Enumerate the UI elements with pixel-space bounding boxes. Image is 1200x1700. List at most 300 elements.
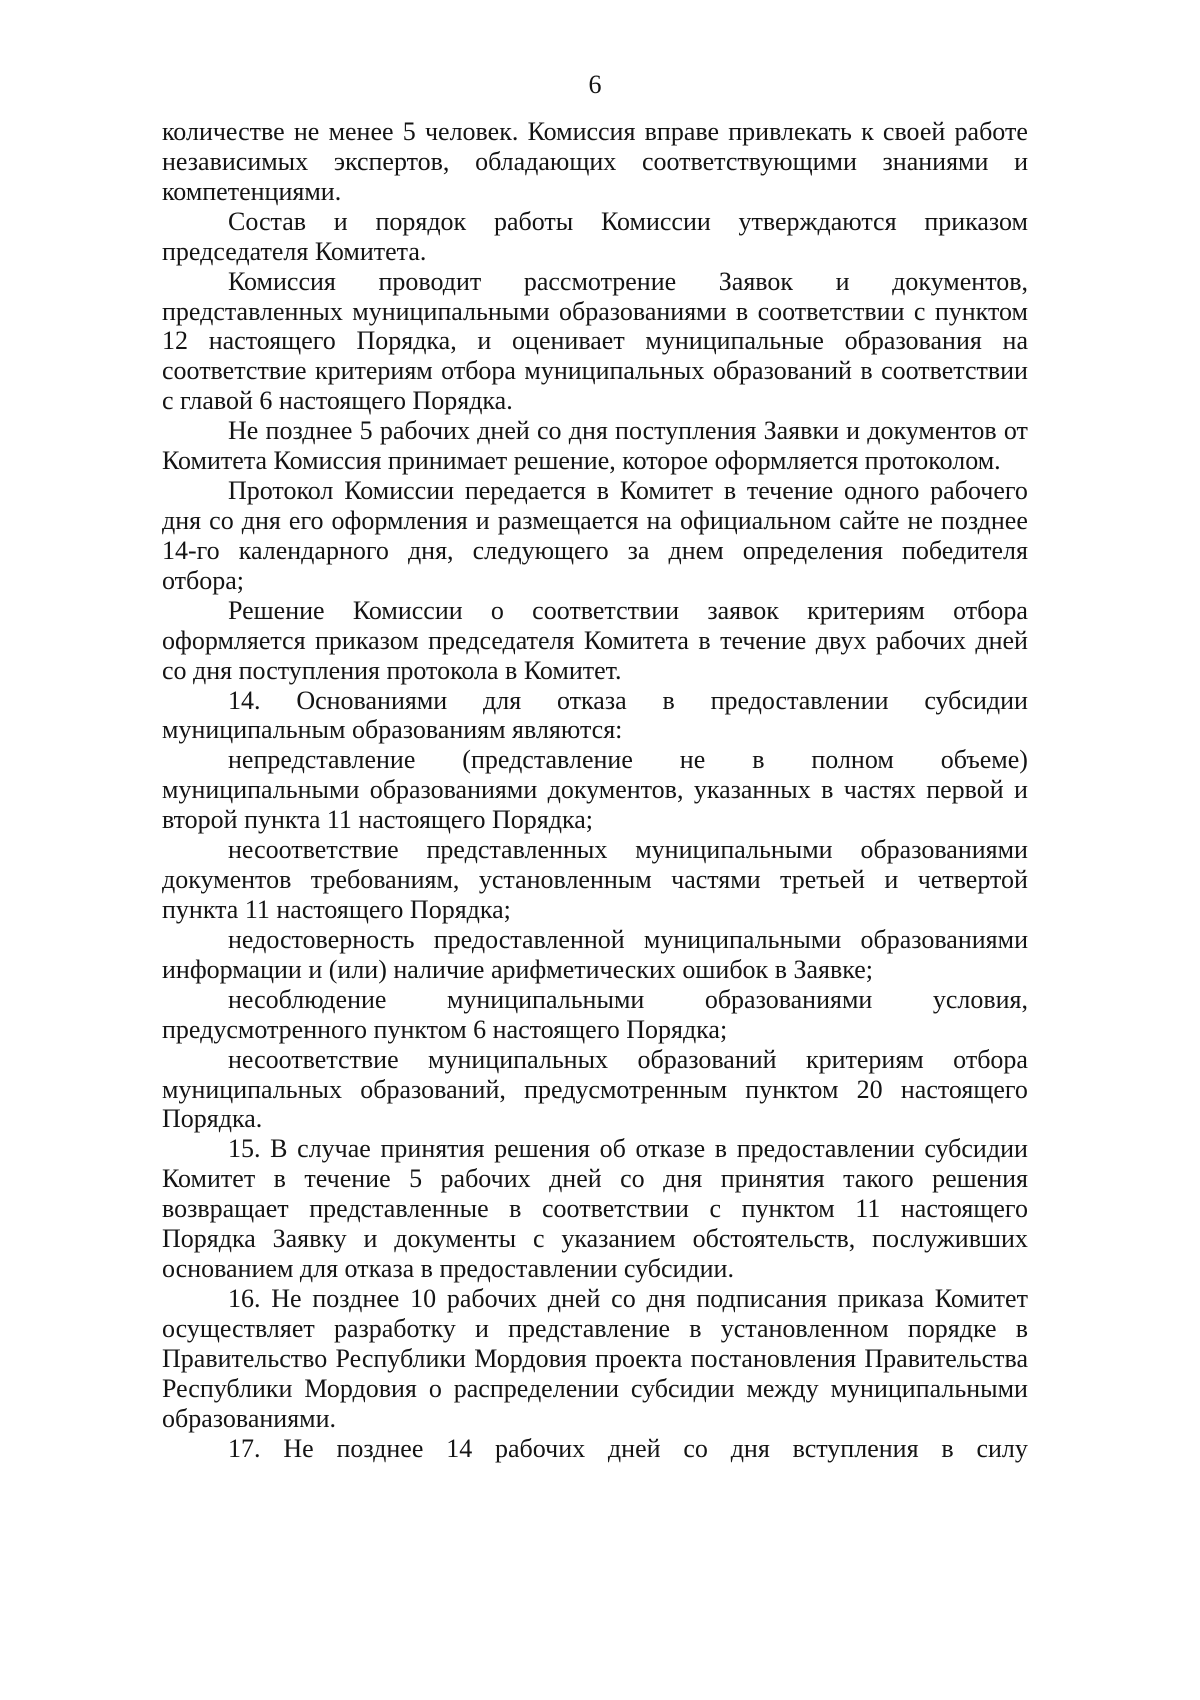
paragraph-protocol xyxy=(162,476,1028,596)
word: обладающих xyxy=(475,146,617,176)
word: муниципальными xyxy=(635,835,833,865)
word: в xyxy=(752,745,765,775)
word: течение xyxy=(720,625,807,655)
word: в xyxy=(714,1134,728,1164)
word: не xyxy=(679,745,706,775)
word: субсидии xyxy=(924,685,1028,715)
word: дня xyxy=(646,1283,686,1313)
word: послуживших xyxy=(872,1224,1028,1254)
word: передается xyxy=(464,476,586,506)
page-number: 6 xyxy=(588,70,602,99)
text-line xyxy=(162,865,1028,895)
word: первой xyxy=(926,775,1004,805)
word: Заявки xyxy=(763,416,839,446)
text-line xyxy=(162,506,1028,536)
word: образованиями xyxy=(860,835,1028,865)
word: и xyxy=(475,505,490,535)
word: предоставлении xyxy=(736,1134,915,1164)
word: 16. xyxy=(228,1283,261,1313)
text-line xyxy=(162,1134,1028,1164)
word: дня, xyxy=(407,535,454,565)
word: Комиссии xyxy=(344,476,455,506)
word: отбора xyxy=(953,595,1028,625)
word: к xyxy=(861,117,874,146)
word: Основаниями xyxy=(296,685,448,715)
word: Заявок xyxy=(718,266,794,296)
word: 11 xyxy=(855,1194,881,1224)
text-line xyxy=(162,1374,1028,1404)
word: недостоверность xyxy=(228,924,415,954)
paragraph-commission-approval xyxy=(162,207,1028,267)
word: постановления xyxy=(690,1343,857,1373)
word: дня xyxy=(663,1164,703,1194)
word: рабочих xyxy=(379,416,470,446)
text-line: компетенциями. xyxy=(162,176,342,206)
word: муниципальными xyxy=(643,924,842,954)
word: разработку xyxy=(333,1313,456,1343)
word: рабочего xyxy=(930,476,1028,506)
word: указанием xyxy=(561,1224,676,1254)
word: субсидии xyxy=(630,1373,735,1403)
word: 15. xyxy=(228,1134,261,1164)
word: пунктом xyxy=(934,296,1028,326)
word: от xyxy=(1003,416,1028,446)
text-line: образованиями. xyxy=(162,1403,337,1433)
word: приказом xyxy=(924,206,1028,236)
word: 20 xyxy=(856,1074,883,1104)
word: течение xyxy=(746,476,834,506)
word: в xyxy=(723,476,737,506)
word: заявок xyxy=(707,595,779,625)
word: решения xyxy=(932,1164,1028,1194)
word: соответствующими xyxy=(641,146,857,176)
word: документов xyxy=(867,416,997,446)
text-line xyxy=(162,686,1028,716)
word: в xyxy=(860,356,873,386)
word: со xyxy=(620,1164,645,1194)
word: дней xyxy=(607,1433,661,1463)
word: 14-го xyxy=(162,535,220,565)
word: требованиям, xyxy=(310,865,460,895)
word: 14. xyxy=(228,685,261,715)
word: Правительство xyxy=(162,1343,328,1373)
text-line xyxy=(162,745,1028,775)
word: возвращает xyxy=(162,1194,289,1224)
clause-14-item-5 xyxy=(162,1045,1028,1135)
word: работы xyxy=(493,206,574,236)
word: со xyxy=(611,1283,636,1313)
word: указанных xyxy=(693,775,811,805)
word: Комитет xyxy=(162,1164,256,1194)
text-line: Комитета Комиссия принимает решение, которое оформляется протоколом. xyxy=(162,446,1001,476)
word: своей xyxy=(882,117,946,146)
word: Республики xyxy=(335,1343,466,1373)
word: принятия xyxy=(720,1164,825,1194)
word: представленные xyxy=(309,1194,489,1224)
word: дня xyxy=(568,416,608,446)
word: предоставленной xyxy=(433,924,625,954)
word: образованиями xyxy=(369,775,538,805)
word: несоответствие xyxy=(228,835,399,865)
word: частях xyxy=(843,775,916,805)
word: рабочих xyxy=(875,625,966,655)
word: о xyxy=(490,595,504,625)
text-line xyxy=(162,297,1028,327)
text-line xyxy=(162,1075,1028,1105)
word: для xyxy=(483,685,522,715)
word: установленным xyxy=(478,865,652,895)
word: и xyxy=(333,206,348,236)
word: распределении xyxy=(453,1373,619,1403)
word: Протокол xyxy=(228,476,334,506)
text-line: Порядка. xyxy=(162,1104,263,1134)
paragraph-decision-order xyxy=(162,596,1028,686)
text-line xyxy=(162,1045,1028,1075)
text-line: предусмотренного пунктом 6 настоящего Порядка; xyxy=(162,1014,728,1044)
word: официальном xyxy=(680,505,832,535)
word: документов, xyxy=(892,266,1028,296)
word: Не xyxy=(228,416,259,446)
text-line xyxy=(162,356,1028,386)
word: вступления xyxy=(792,1433,919,1463)
word: Порядка xyxy=(162,1224,256,1254)
word: муниципальными xyxy=(162,775,360,805)
text-line xyxy=(162,1434,1028,1464)
word: с xyxy=(913,296,926,326)
text-line: председателя Комитета. xyxy=(162,236,427,266)
word: пунктом xyxy=(741,1194,835,1224)
word: представленных xyxy=(162,296,343,326)
word: и xyxy=(1014,775,1028,805)
word: представленных xyxy=(426,835,608,865)
word: образований, xyxy=(360,1074,506,1104)
word: случае xyxy=(297,1134,371,1164)
word: Комиссия xyxy=(527,117,636,146)
word: Не xyxy=(271,1283,302,1313)
word: в xyxy=(735,296,749,326)
word: принятия xyxy=(380,1134,485,1164)
text-line xyxy=(162,207,1028,237)
word: 14 xyxy=(446,1433,473,1463)
text-line: информации и (или) наличие арифметических ошибок в Заявке; xyxy=(162,954,874,984)
word: настоящего xyxy=(208,326,336,356)
word: утверждаются xyxy=(738,206,897,236)
word: на xyxy=(1002,326,1028,356)
clause-14-item-3 xyxy=(162,925,1028,985)
word: обстоятельств, xyxy=(692,1224,856,1254)
word: в xyxy=(689,1313,702,1343)
word: и xyxy=(835,266,850,296)
paragraph-commission-members xyxy=(162,117,1028,207)
word: сайте xyxy=(839,505,900,535)
word: несоответствие xyxy=(228,1044,399,1074)
word: за xyxy=(627,535,650,565)
word: документов, xyxy=(547,775,684,805)
word: с xyxy=(532,1224,545,1254)
text-line xyxy=(162,326,1028,356)
word: приказа xyxy=(837,1283,924,1313)
paragraph-commission-review xyxy=(162,267,1028,417)
word: днем xyxy=(668,535,724,565)
word: между xyxy=(746,1373,819,1403)
word: 5 xyxy=(402,117,416,146)
text-line xyxy=(162,596,1028,626)
text-line xyxy=(162,626,1028,656)
text-line xyxy=(162,267,1028,297)
word: рабочих xyxy=(440,1164,531,1194)
word: 17. xyxy=(228,1433,261,1463)
word: знаниями xyxy=(882,146,989,176)
word: (представление xyxy=(462,745,633,775)
word: предусмотренным xyxy=(524,1074,728,1104)
clause-14-item-1 xyxy=(162,745,1028,835)
word: Комиссии xyxy=(600,206,711,236)
word: образований xyxy=(712,356,852,386)
word: Мордовия xyxy=(474,1343,587,1373)
word: в xyxy=(509,1194,522,1224)
word: дней xyxy=(975,625,1028,655)
word: 10 xyxy=(410,1283,437,1313)
word: дня xyxy=(730,1433,770,1463)
word: течение xyxy=(304,1164,391,1194)
word: позднее xyxy=(336,1433,424,1463)
word: образования xyxy=(844,326,982,356)
word: Комитет xyxy=(619,476,714,506)
word: объеме) xyxy=(940,745,1028,775)
text-line: отбора; xyxy=(162,565,245,595)
word: предоставлении xyxy=(710,685,889,715)
word: соответствие xyxy=(162,356,307,386)
word: дней xyxy=(549,1164,602,1194)
clause-14-item-4 xyxy=(162,985,1028,1045)
text-line xyxy=(162,536,1028,566)
word: 12 xyxy=(162,326,188,356)
text-line: основанием для отказа в предоставлении субсидии. xyxy=(162,1254,734,1284)
word: менее xyxy=(328,117,394,146)
word: 5 xyxy=(409,1164,423,1194)
word: в xyxy=(596,476,610,506)
word: Республики xyxy=(162,1373,293,1403)
word: Комитет xyxy=(934,1283,1028,1313)
word: размещается xyxy=(497,505,639,535)
word: вправе xyxy=(644,117,720,146)
word: и xyxy=(846,416,861,446)
word: непредставление xyxy=(228,745,416,775)
word: настоящего xyxy=(900,1074,1028,1104)
clause-17 xyxy=(162,1434,1028,1464)
word: Порядка, xyxy=(356,326,457,356)
paragraph-decision-deadline xyxy=(162,416,1028,476)
word: определения xyxy=(742,535,883,565)
text-line xyxy=(162,1284,1028,1314)
word: дня xyxy=(241,505,281,535)
word: муниципальных xyxy=(162,1074,343,1104)
text-line: со дня поступления протокола в Комитет. xyxy=(162,655,622,685)
word: третьей xyxy=(780,865,865,895)
text-line xyxy=(162,416,1028,446)
word: оценивает xyxy=(512,326,625,356)
word: председателя xyxy=(428,625,575,655)
text-line xyxy=(162,117,1028,147)
word: отбора xyxy=(441,356,516,386)
word: документы xyxy=(394,1224,517,1254)
word: количестве xyxy=(162,117,285,146)
word: поступления xyxy=(615,416,757,446)
word: оформляется xyxy=(162,625,306,655)
word: 5 xyxy=(359,416,373,446)
word: в xyxy=(1015,1313,1028,1343)
word: соответствии xyxy=(532,595,680,625)
word: рабочих xyxy=(495,1433,586,1463)
word: представление xyxy=(508,1313,671,1343)
word: со xyxy=(536,416,562,446)
word: и xyxy=(363,1224,378,1254)
word: Правительства xyxy=(864,1343,1028,1373)
word: Комитета xyxy=(583,625,689,655)
word: проекта xyxy=(595,1343,683,1373)
word: позднее xyxy=(312,1283,400,1313)
clause-15 xyxy=(162,1134,1028,1284)
word: критериям xyxy=(805,1044,924,1074)
text-line: второй пункта 11 настоящего Порядка; xyxy=(162,805,593,835)
word: Не xyxy=(283,1433,314,1463)
word: об xyxy=(599,1134,626,1164)
word: календарного xyxy=(238,535,389,565)
word: муниципальными xyxy=(352,296,550,326)
word: в xyxy=(662,685,675,715)
word: в xyxy=(698,625,711,655)
text-line xyxy=(162,1164,1028,1194)
word: работе xyxy=(954,117,1028,146)
text-line xyxy=(162,147,1028,177)
word: соответствии xyxy=(881,356,1028,386)
word: со xyxy=(683,1433,708,1463)
word: со xyxy=(209,505,234,535)
text-line xyxy=(162,775,1028,805)
text-line xyxy=(162,476,1028,506)
word: одного xyxy=(843,476,920,506)
word: позднее xyxy=(940,505,1028,535)
word: муниципальных xyxy=(428,1044,609,1074)
word: муниципальных xyxy=(524,356,705,386)
word: порядок xyxy=(375,206,467,236)
word: не xyxy=(907,505,933,535)
word: порядке xyxy=(907,1313,997,1343)
word: муниципальными xyxy=(446,984,645,1014)
word: силу xyxy=(976,1433,1028,1463)
word: Мордовия xyxy=(304,1373,417,1403)
word: решения xyxy=(494,1134,590,1164)
word: о xyxy=(428,1373,442,1403)
word: Состав xyxy=(228,206,307,236)
text-line xyxy=(162,985,1028,1015)
word: рабочих xyxy=(446,1283,537,1313)
word: Решение xyxy=(228,595,325,625)
word: пунктом xyxy=(745,1074,839,1104)
word: приказом xyxy=(315,625,419,655)
text-line xyxy=(162,835,1028,865)
word: дней xyxy=(547,1283,601,1313)
word: образованиями xyxy=(704,984,873,1014)
word: настоящего xyxy=(900,1194,1028,1224)
text-line xyxy=(162,1194,1028,1224)
word: проводит xyxy=(378,266,482,296)
word: дня xyxy=(162,505,202,535)
word: Комиссия xyxy=(228,266,336,296)
word: частями xyxy=(671,865,761,895)
word: на xyxy=(646,505,672,535)
word: такого xyxy=(843,1164,914,1194)
word: оформления xyxy=(331,505,468,535)
word: отказа xyxy=(557,685,627,715)
clause-16 xyxy=(162,1284,1028,1434)
word: и xyxy=(477,326,492,356)
text-line: муниципальным образованиям являются: xyxy=(162,715,623,745)
word: и xyxy=(1014,146,1028,176)
word: муниципальные xyxy=(645,326,824,356)
text-line xyxy=(162,925,1028,955)
word: его xyxy=(288,505,324,535)
word: и xyxy=(884,865,899,895)
word: не xyxy=(293,117,320,146)
text-line xyxy=(162,1224,1028,1254)
word: в xyxy=(273,1164,286,1194)
word: в xyxy=(941,1433,954,1463)
word: позднее xyxy=(265,416,353,446)
word: документов xyxy=(162,865,292,895)
clause-14 xyxy=(162,686,1028,746)
word: в xyxy=(821,775,834,805)
word: образований xyxy=(637,1044,777,1074)
word: подписания xyxy=(696,1283,827,1313)
word: В xyxy=(270,1134,288,1164)
word: привлекать xyxy=(728,117,852,146)
word: рассмотрение xyxy=(523,266,677,296)
word: Заявку xyxy=(272,1224,347,1254)
word: осуществляет xyxy=(162,1313,315,1343)
word: победителя xyxy=(901,535,1028,565)
word: человек. xyxy=(424,117,519,146)
word: отказе xyxy=(635,1134,706,1164)
word: с xyxy=(709,1194,722,1224)
clause-14-item-2 xyxy=(162,835,1028,925)
text-line xyxy=(162,1314,1028,1344)
word: четвертой xyxy=(917,865,1028,895)
word: соответствии xyxy=(542,1194,689,1224)
word: соответствии xyxy=(757,296,905,326)
word: критериям xyxy=(807,595,925,625)
word: установленном xyxy=(720,1313,889,1343)
text-line: с главой 6 настоящего Порядка. xyxy=(162,386,513,416)
word: образованиями xyxy=(559,296,727,326)
word: образованиями xyxy=(860,924,1028,954)
word: критериям xyxy=(314,356,433,386)
word: отбора xyxy=(953,1044,1028,1074)
word: и xyxy=(475,1313,489,1343)
word: дней xyxy=(477,416,530,446)
word: экспертов, xyxy=(333,146,450,176)
text-line: пункта 11 настоящего Порядка; xyxy=(162,894,511,924)
word: двух xyxy=(815,625,867,655)
word: условия, xyxy=(932,984,1028,1014)
word: следующего xyxy=(472,535,609,565)
word: несоблюдение xyxy=(228,984,387,1014)
word: муниципальными xyxy=(830,1373,1028,1403)
text-line xyxy=(162,1344,1028,1374)
word: независимых xyxy=(162,146,309,176)
word: Комиссии xyxy=(352,595,463,625)
word: субсидии xyxy=(924,1134,1028,1164)
